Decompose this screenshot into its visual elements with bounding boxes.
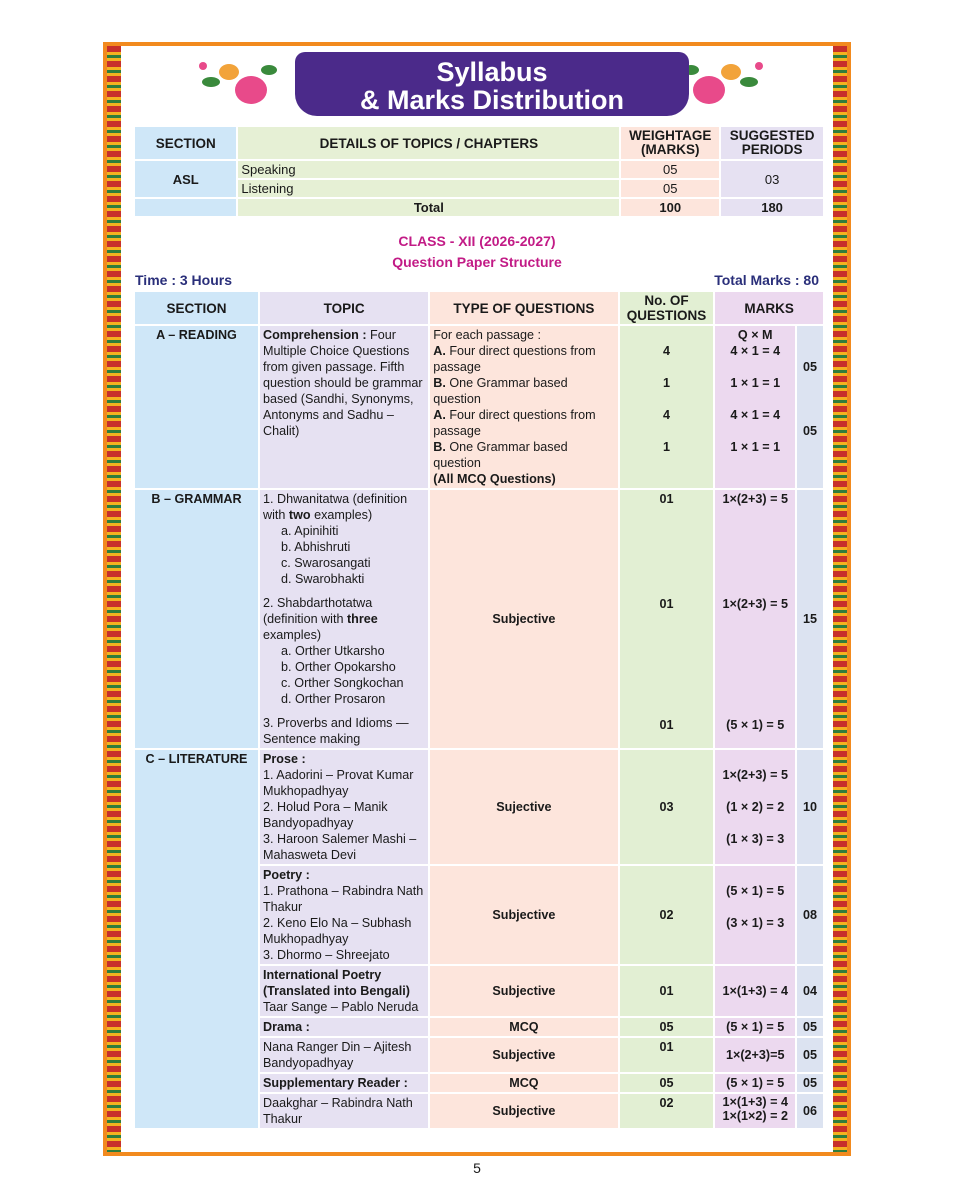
poetry-mark: (5 × 1) = 5 xyxy=(726,884,785,898)
intl-poetry-total: 04 xyxy=(797,966,823,1016)
reading-item-text: Four direct questions from passage xyxy=(433,408,596,438)
prose-topic xyxy=(260,750,428,864)
supplementary-count-mcq: 05 xyxy=(620,1074,714,1092)
header-details: DETAILS OF TOPICS / CHAPTERS xyxy=(238,127,619,159)
reading-item-text: Four direct questions from passage xyxy=(433,344,596,374)
grammar-topic-1-text: 1. Dhwanitatwa (definition with xyxy=(262,492,408,522)
list-item: b. Abhishruti xyxy=(280,540,351,554)
drama-mark-subjective: 1×(2+3)=5 xyxy=(715,1038,795,1072)
banner-title-line2: & Marks Distribution xyxy=(359,85,625,115)
flower-decoration-right-icon xyxy=(677,52,769,108)
grammar-count: 01 xyxy=(659,492,674,506)
drama-count-mcq: 05 xyxy=(620,1018,714,1036)
drama-type-subjective: Subjective xyxy=(430,1038,617,1072)
reading-item-text: One Grammar based question xyxy=(433,440,568,470)
grammar-mark: 1×(2+3) = 5 xyxy=(722,492,788,506)
poetry-label: Poetry : xyxy=(262,868,310,882)
qp-header-topic: TOPIC xyxy=(260,292,428,324)
supplementary-count-subjective: 02 xyxy=(620,1094,714,1128)
poetry-total: 08 xyxy=(797,866,823,964)
supplementary-mark: 1×(1+3) = 4 xyxy=(722,1095,788,1109)
grammar-topic xyxy=(260,490,428,748)
time-label: Time : 3 Hours xyxy=(135,272,232,288)
total-periods: 180 xyxy=(721,199,823,216)
reading-item xyxy=(433,407,614,439)
drama-label: Drama : xyxy=(260,1018,428,1036)
reading-item xyxy=(433,375,614,407)
grammar-topic-1 xyxy=(263,491,425,523)
list-item: a. Apinihiti xyxy=(280,524,339,538)
reading-total-1: 05 xyxy=(803,360,818,374)
reading-total-2: 05 xyxy=(803,424,818,438)
drama-item: Nana Ranger Din – Ajitesh Bandyopadhyay xyxy=(260,1038,428,1072)
grammar-topic-3: 3. Proverbs and Idioms — Sentence making xyxy=(262,716,409,746)
list-item: 2. Holud Pora – Manik Bandyopadhyay xyxy=(262,800,388,830)
reading-item-text: One Grammar based question xyxy=(433,376,568,406)
structure-title: Question Paper Structure xyxy=(392,254,562,270)
reading-mark: 1 × 1 = 1 xyxy=(730,440,781,454)
reading-type xyxy=(430,326,617,488)
prose-type: Sujective xyxy=(430,750,617,864)
grammar-mark: 1×(2+3) = 5 xyxy=(722,597,788,611)
qp-header-type: TYPE OF QUESTIONS xyxy=(430,292,617,324)
grammar-mark: (5 × 1) = 5 xyxy=(726,718,785,732)
prose-label: Prose : xyxy=(262,752,306,766)
drama-mark-mcq: (5 × 1) = 5 xyxy=(715,1018,795,1036)
poetry-count: 02 xyxy=(620,866,714,964)
supplementary-type-subjective: Subjective xyxy=(430,1094,617,1128)
total-weight: 100 xyxy=(621,199,719,216)
qp-header-count: No. OF QUESTIONS xyxy=(620,292,714,324)
reading-item-label: A. xyxy=(433,344,446,358)
list-item: d. Orther Prosaron xyxy=(280,692,386,706)
asl-topic-speaking: Speaking xyxy=(238,161,619,178)
supplementary-mark: 1×(1×2) = 2 xyxy=(722,1109,788,1123)
intl-poetry-label: International Poetry (Translated into Bengali) xyxy=(262,968,410,998)
intl-poetry-count: 01 xyxy=(620,966,714,1016)
decorative-border-left xyxy=(107,46,121,1152)
header-weightage: WEIGHTAGE (MARKS) xyxy=(621,127,719,159)
supplementary-type-mcq: MCQ xyxy=(430,1074,617,1092)
grammar-count: 01 xyxy=(659,597,674,611)
reading-item xyxy=(433,343,614,375)
list-item: c. Swarosangati xyxy=(280,556,371,570)
list-item: 1. Aadorini – Provat Kumar Mukhopadhyay xyxy=(262,768,414,798)
list-item: 2. Keno Elo Na – Subhash Mukhopadhyay xyxy=(262,916,412,946)
reading-count: 4 xyxy=(662,408,670,422)
reading-topic-label: Comprehension : xyxy=(262,328,367,342)
supplementary-marks-subjective xyxy=(715,1094,795,1128)
list-item: d. Swarobhakti xyxy=(280,572,365,586)
syllabus-table xyxy=(133,125,825,218)
reading-totals xyxy=(797,326,823,488)
poetry-topic xyxy=(260,866,428,964)
reading-mark: 4 × 1 = 4 xyxy=(730,344,781,358)
grammar-topic-2-suffix: examples) xyxy=(262,628,322,642)
list-item: 1. Prathona – Rabindra Nath Thakur xyxy=(262,884,424,914)
grammar-count: 01 xyxy=(659,718,674,732)
list-item: b. Orther Opokarsho xyxy=(280,660,396,674)
section-reading: A – READING xyxy=(135,326,258,488)
asl-section: ASL xyxy=(135,161,236,197)
reading-marks-head: Q × M xyxy=(737,328,773,342)
grammar-topic-1-suffix: examples) xyxy=(310,508,373,522)
page-content xyxy=(121,46,833,1152)
header-section: SECTION xyxy=(135,127,236,159)
total-marks-label: Total Marks : 80 xyxy=(714,272,819,288)
list-item: 3. Dhormo – Shreejato xyxy=(262,948,390,962)
grammar-topic-2-bold: three xyxy=(346,612,378,626)
total-blank-cell xyxy=(135,199,236,216)
decorative-border-right xyxy=(833,46,847,1152)
reading-count: 1 xyxy=(662,376,670,390)
page-frame xyxy=(103,42,851,1156)
reading-item xyxy=(433,439,614,471)
list-item: c. Orther Songkochan xyxy=(280,676,404,690)
supplementary-total-subjective: 06 xyxy=(797,1094,823,1128)
grammar-topic-1-bold: two xyxy=(288,508,311,522)
reading-type-intro: For each passage : xyxy=(433,328,542,342)
reading-marks xyxy=(715,326,795,488)
flower-decoration-left-icon xyxy=(191,52,283,108)
intl-poetry-item: Taar Sange – Pablo Neruda xyxy=(262,1000,419,1014)
page-number: 5 xyxy=(473,1160,481,1176)
question-paper-table xyxy=(133,290,825,1130)
section-grammar: B – GRAMMAR xyxy=(135,490,258,748)
intl-poetry-mark: 1×(1+3) = 4 xyxy=(715,966,795,1016)
reading-item-label: A. xyxy=(433,408,446,422)
list-item: 3. Haroon Salemer Mashi – Mahasweta Devi xyxy=(262,832,417,862)
prose-mark: 1×(2+3) = 5 xyxy=(722,768,788,782)
reading-mark: 4 × 1 = 4 xyxy=(730,408,781,422)
class-title: CLASS - XII (2026-2027) xyxy=(398,233,556,249)
asl-weight-listening: 05 xyxy=(621,180,719,197)
prose-count: 03 xyxy=(620,750,714,864)
title-banner xyxy=(295,52,689,116)
drama-total-mcq: 05 xyxy=(797,1018,823,1036)
supplementary-total-mcq: 05 xyxy=(797,1074,823,1092)
header-periods: SUGGESTED PERIODS xyxy=(721,127,823,159)
grammar-counts xyxy=(620,490,714,748)
reading-counts xyxy=(620,326,714,488)
asl-periods: 03 xyxy=(721,161,823,197)
grammar-type: Subjective xyxy=(430,490,617,748)
grammar-topic-2 xyxy=(263,595,425,643)
reading-count: 4 xyxy=(662,344,670,358)
qp-header-marks: MARKS xyxy=(715,292,823,324)
drama-total-subjective: 05 xyxy=(797,1038,823,1072)
supplementary-item: Daakghar – Rabindra Nath Thakur xyxy=(260,1094,428,1128)
reading-topic-text: Four Multiple Choice Questions from given passage. Fifth question should be grammar based (Sandhi, Synonyms, Antonyms and Sadhu – Chalit) xyxy=(262,328,423,438)
grammar-total: 15 xyxy=(797,490,823,748)
intl-poetry-topic xyxy=(260,966,428,1016)
asl-weight-speaking: 05 xyxy=(621,161,719,178)
total-label: Total xyxy=(238,199,619,216)
reading-item-label: B. xyxy=(433,440,446,454)
prose-mark: (1 × 2) = 2 xyxy=(726,800,785,814)
poetry-mark: (3 × 1) = 3 xyxy=(726,916,785,930)
grammar-marks xyxy=(715,490,795,748)
prose-mark: (1 × 3) = 3 xyxy=(726,832,785,846)
prose-marks xyxy=(715,750,795,864)
reading-mark: 1 × 1 = 1 xyxy=(730,376,781,390)
drama-count-subjective: 01 xyxy=(620,1038,714,1072)
grammar-topic-2-text: 2. Shabdarthotatwa (definition with xyxy=(262,596,373,626)
banner-title-line1: Syllabus xyxy=(436,57,548,87)
poetry-marks xyxy=(715,866,795,964)
qp-header-section: SECTION xyxy=(135,292,258,324)
supplementary-label: Supplementary Reader : xyxy=(260,1074,428,1092)
intl-poetry-type: Subjective xyxy=(430,966,617,1016)
drama-type-mcq: MCQ xyxy=(430,1018,617,1036)
list-item: a. Orther Utkarsho xyxy=(280,644,385,658)
asl-topic-listening: Listening xyxy=(238,180,619,197)
section-literature: C – LITERATURE xyxy=(135,750,258,1128)
reading-topic xyxy=(260,326,428,488)
prose-total: 10 xyxy=(797,750,823,864)
reading-count: 1 xyxy=(662,440,670,454)
reading-item-label: B. xyxy=(433,376,446,390)
reading-type-note: (All MCQ Questions) xyxy=(433,472,556,486)
supplementary-mark-mcq: (5 × 1) = 5 xyxy=(715,1074,795,1092)
poetry-type: Subjective xyxy=(430,866,617,964)
